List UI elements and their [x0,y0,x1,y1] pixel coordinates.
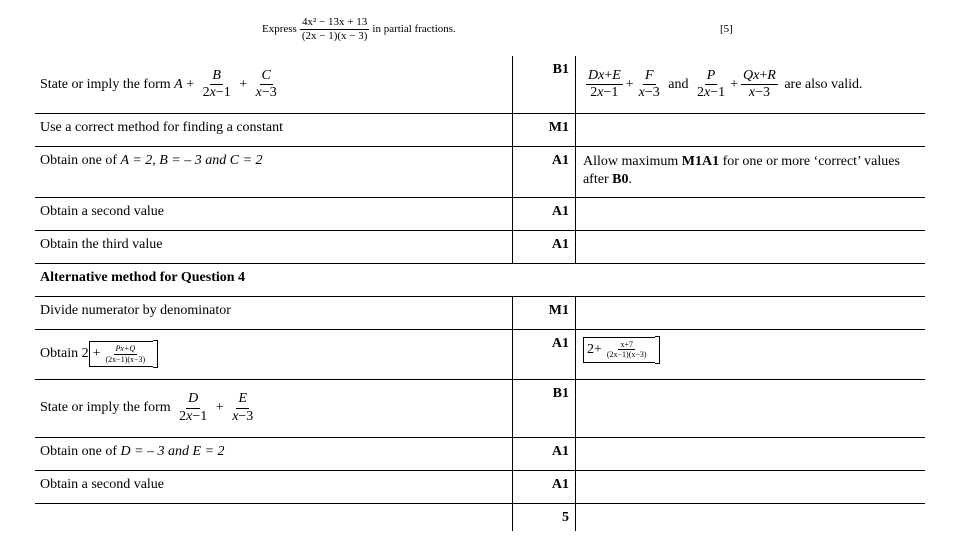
mark-cell: A1 [513,230,576,263]
bracket-expression: + $\frac{Px+Q}{(2x-1)(x-3)}$ [89,341,154,367]
question-header [0,12,960,48]
row-text: Use a correct method for finding a constant [35,113,513,146]
table-row [35,56,925,113]
mark-scheme-table [35,56,925,531]
mark-cell: A1 [513,197,576,230]
note-and: and [668,76,689,92]
question-numerator: 4x² − 13x + 13 [302,15,368,28]
row-text-label: State or imply the form [40,400,171,416]
expr-den: (2x−1)(x−3) [105,354,146,364]
row-text-prefix: Obtain one of [40,152,117,168]
question-fraction [300,16,370,42]
note-bracket-expression: 2+ $\frac{x+7}{(2x-1)(x-3)}$ [583,337,655,363]
form-fraction-e: $\frac{E}{x-3}$ [232,391,254,424]
note-cell [575,296,925,329]
form-fraction-d: $\frac{D}{2x-1}$ [179,391,208,424]
note-den: (2x−1)(x−3) [606,350,647,359]
total-marks: [5] [720,23,733,35]
bracket-close [655,336,660,364]
table-row-total [35,503,925,531]
note-cell [575,146,925,197]
row-text [35,503,513,531]
question-text [262,12,456,46]
form-fraction-b: $\frac{B}{2x-1}$ [202,67,231,100]
row-text-prefix: Obtain one of [40,443,117,459]
table-row [35,197,925,230]
row-text: Obtain the third value [35,230,513,263]
note-num: x+7 [620,339,633,349]
table-row [35,379,925,437]
note-cell [575,113,925,146]
note-cell [575,379,925,437]
row-text: Obtain a second value [35,197,513,230]
table-row [35,470,925,503]
row-text-label: State or imply the form [40,76,171,92]
row-text [35,437,513,470]
table-row [35,329,925,379]
alt-fraction-de: $\frac{Dx+E}{2x-1}$ [587,67,621,100]
row-text: State or imply the form A + $\frac{B}{2x-1}$ + $\frac{C}{x-3}$ [35,56,513,113]
row-text: Divide numerator by denominator [35,296,513,329]
alternative-heading: Alternative method for Question 4 [35,263,925,296]
express-word: Express [262,23,297,35]
note-cell: $\frac{Dx+E}{2x-1}$ + $\frac{F}{x-3}$ and $\frac{P}{2x-1}$ + $\frac{Qx+R}{x-3}$ are also valid. [575,56,925,113]
note-part: after [582,172,609,188]
table-row [35,113,925,146]
row-text: Obtain a second value [35,470,513,503]
note-cell [575,437,925,470]
note-cell [575,503,925,531]
question-suffix: in partial fractions. [372,23,456,35]
row-text-label: Obtain [40,346,79,362]
mark-cell: A1 [513,470,576,503]
table-row [35,296,925,329]
small-fraction [605,340,649,359]
note-cell [575,329,925,379]
bracket-close [153,340,158,368]
row-text-values: D = – 3 and E = 2 [120,443,225,459]
alt-fraction-p: $\frac{P}{2x-1}$ [697,67,726,100]
table-row [35,230,925,263]
mark-cell: B1 [513,56,576,113]
row-text: Obtain 2 + $\frac{Px+Q}{(2x-1)(x-3)}$ [35,329,513,379]
note-part: Allow maximum [582,153,679,169]
note-part: . [628,172,632,188]
alt-fraction-qr: $\frac{Qx+R}{x-3}$ [743,67,776,100]
note-bold: B0 [612,172,629,188]
table-row [35,437,925,470]
question-denominator: (2x − 1)(x − 3) [301,29,368,42]
table-row [35,263,925,296]
mark-cell: A1 [513,329,576,379]
mark-cell: M1 [513,296,576,329]
form-fraction-c: $\frac{C}{x-3}$ [255,67,277,100]
note-cell [575,230,925,263]
small-fraction [104,344,148,363]
mark-cell: B1 [513,379,576,437]
mark-cell: A1 [513,437,576,470]
note-part: for one or more ‘correct’ values [722,153,900,169]
note-cell [575,470,925,503]
row-text: State or imply the form $\frac{D}{2x-1}$ + $\frac{E}{x-3}$ [35,379,513,437]
note-text: are also valid. [784,76,863,92]
note-bold: M1A1 [681,153,720,169]
alt-fraction-f: $\frac{F}{x-3}$ [638,67,660,100]
mark-cell: M1 [513,113,576,146]
expr-num: Px+Q [115,344,136,354]
mark-cell: A1 [513,146,576,197]
table-row [35,146,925,197]
row-text [35,146,513,197]
note-cell [575,197,925,230]
total-mark-cell: 5 [513,503,576,531]
row-text-values: A = 2, B = – 3 and C = 2 [120,152,263,168]
